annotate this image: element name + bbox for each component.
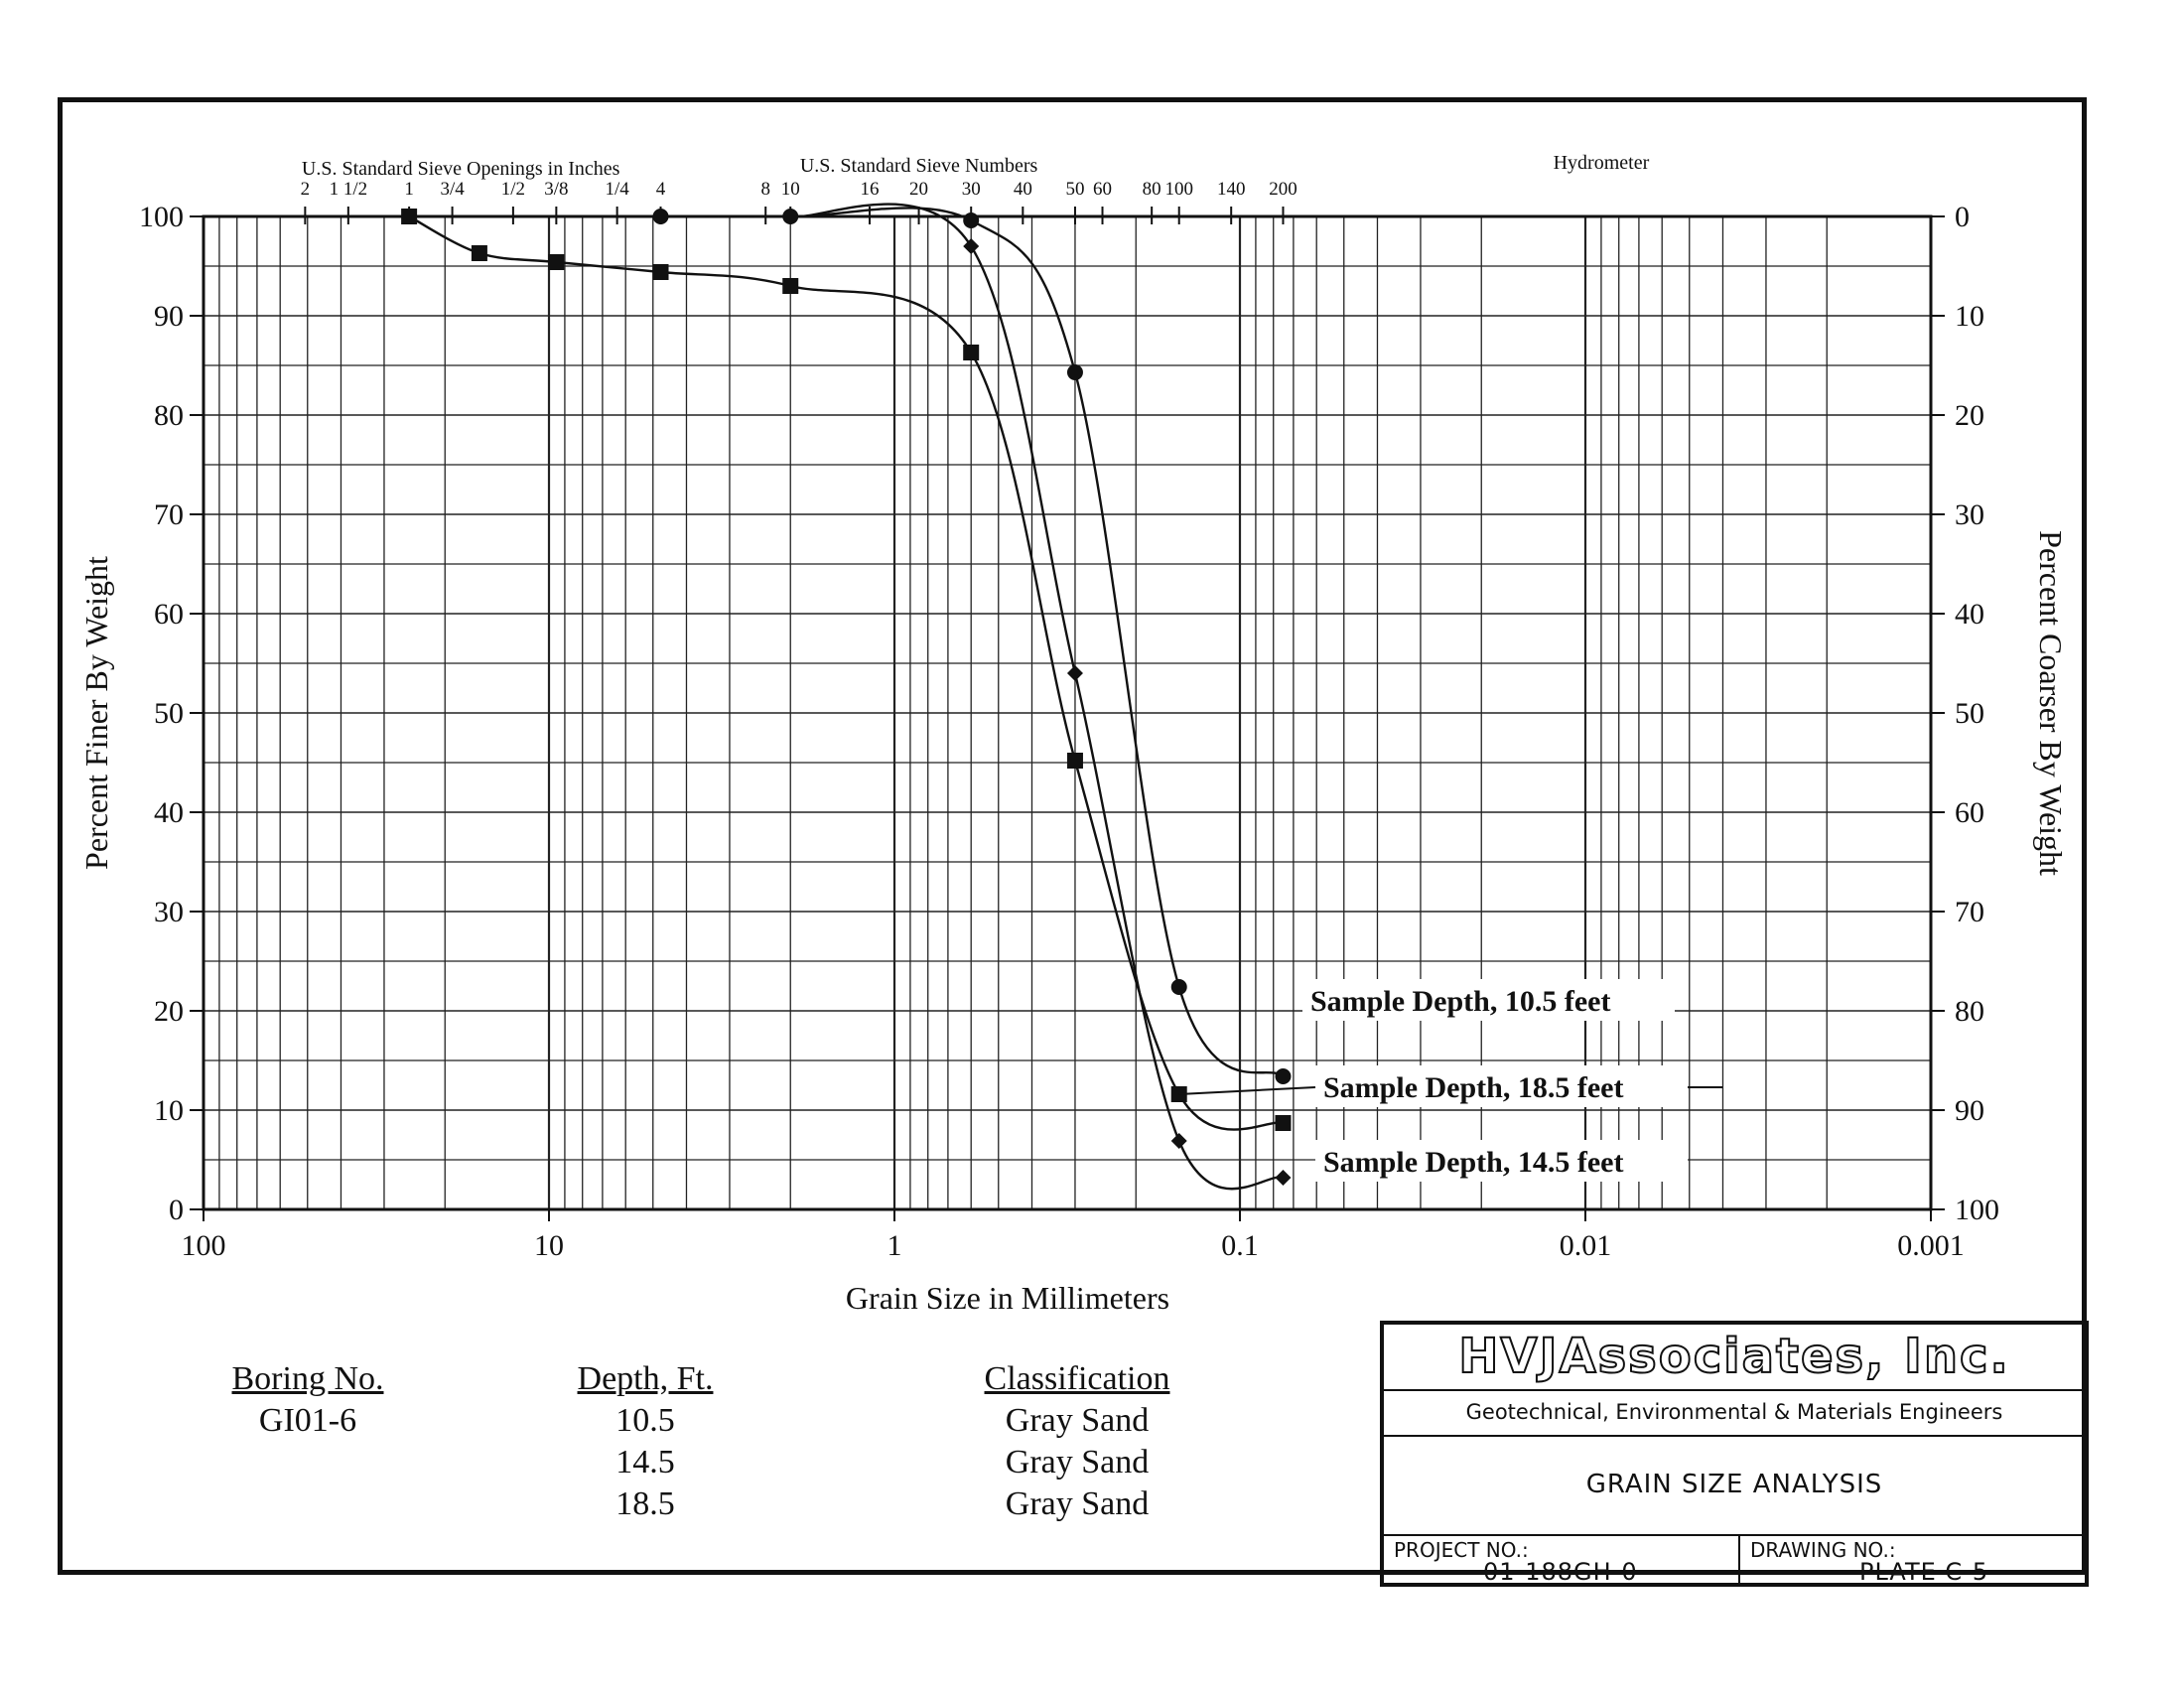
y-tick-label: 30 xyxy=(154,896,184,928)
boring-no-value: GI01-6 xyxy=(258,1402,357,1439)
depth-value-3: 18.5 xyxy=(615,1485,675,1522)
series-line-1 xyxy=(661,208,1284,1076)
sieve-label: 2 xyxy=(300,179,311,200)
data-point-diamond xyxy=(1171,1133,1187,1149)
data-point-circle xyxy=(653,209,669,224)
x-tick-label: 1 xyxy=(887,1229,902,1262)
drawing-title: GRAIN SIZE ANALYSIS xyxy=(1384,1435,2085,1536)
y2-tick-label: 70 xyxy=(1955,896,1984,928)
boring-no-header: Boring No. xyxy=(231,1360,384,1397)
data-point-circle xyxy=(963,212,979,228)
data-point-circle xyxy=(1275,1068,1291,1084)
y2-tick-label: 40 xyxy=(1955,598,1984,631)
classification-value-3: Gray Sand xyxy=(1005,1485,1150,1522)
data-point-square xyxy=(1067,753,1083,769)
company-logo xyxy=(1384,1325,2085,1391)
x-tick-label: 0.01 xyxy=(1559,1229,1612,1262)
project-number: 01-188GH-0 xyxy=(1483,1558,1638,1586)
data-point-square xyxy=(963,345,979,360)
classification-value-2: Gray Sand xyxy=(1005,1444,1150,1480)
data-point-diamond xyxy=(963,238,979,254)
y2-tick-label: 80 xyxy=(1955,995,1984,1028)
series-line-2 xyxy=(409,216,1283,1130)
leader-line xyxy=(1179,1087,1315,1094)
company-logo-hvj: HVJ xyxy=(1458,1329,1560,1384)
depth-header: Depth, Ft. xyxy=(577,1360,714,1397)
data-point-circle xyxy=(1171,979,1187,995)
y2-tick-label: 60 xyxy=(1955,796,1984,829)
x-tick-label: 100 xyxy=(181,1229,226,1262)
y-tick-label: 50 xyxy=(154,697,184,730)
data-point-circle xyxy=(1067,364,1083,380)
sieve-label: 8 xyxy=(760,179,770,200)
y2-tick-label: 10 xyxy=(1955,300,1984,333)
y-tick-label: 20 xyxy=(154,995,184,1028)
y-tick-label: 10 xyxy=(154,1094,184,1127)
sieve-label: 3/8 xyxy=(544,179,569,200)
data-point-square xyxy=(401,209,417,224)
x-tick-label: 0.001 xyxy=(1897,1229,1965,1262)
y2-tick-label: 90 xyxy=(1955,1094,1984,1127)
y2-tick-label: 0 xyxy=(1955,201,1970,233)
y2-tick-label: 30 xyxy=(1955,498,1984,531)
y-tick-label: 40 xyxy=(154,796,184,829)
company-subtitle: Geotechnical, Environmental & Materials Engineers xyxy=(1384,1389,2085,1437)
depth-value-1: 10.5 xyxy=(615,1402,675,1439)
y2-tick-label: 20 xyxy=(1955,399,1984,432)
sieve-label: 60 xyxy=(1093,179,1113,200)
classification-value-1: Gray Sand xyxy=(1005,1402,1150,1439)
sieve-label: 40 xyxy=(1013,179,1032,200)
y2-tick-label: 100 xyxy=(1955,1194,1999,1226)
depth-value-2: 14.5 xyxy=(615,1444,675,1480)
sieve-label: 140 xyxy=(1216,179,1246,200)
y-tick-label: 80 xyxy=(154,399,184,432)
project-cell xyxy=(1384,1534,1740,1587)
x-tick-label: 0.1 xyxy=(1221,1229,1259,1262)
data-point-diamond xyxy=(1067,665,1083,681)
sieve-label: 3/4 xyxy=(440,179,465,200)
drawing-cell xyxy=(1740,1534,2085,1587)
drawing-label: DRAWING NO.: xyxy=(1750,1538,1896,1562)
y-tick-label: 70 xyxy=(154,498,184,531)
classification-header: Classification xyxy=(984,1360,1170,1397)
data-point-square xyxy=(548,254,564,270)
sieve-inches-title: U.S. Standard Sieve Openings in Inches xyxy=(301,158,620,180)
data-point-diamond xyxy=(1275,1170,1291,1186)
sieve-label: 4 xyxy=(655,179,666,200)
sieve-label: 1/4 xyxy=(605,179,629,200)
y-tick-label: 100 xyxy=(139,201,184,233)
y-axis-title: Percent Finer By Weight xyxy=(78,556,114,870)
sieve-label: 100 xyxy=(1164,179,1193,200)
y-tick-label: 90 xyxy=(154,300,184,333)
sieve-label: 80 xyxy=(1142,179,1161,200)
data-point-square xyxy=(653,264,669,280)
data-point-square xyxy=(472,245,487,261)
series-label-2: Sample Depth, 18.5 feet xyxy=(1323,1071,1624,1104)
sieve-label: 1 xyxy=(404,179,414,200)
y2-tick-label: 50 xyxy=(1955,697,1984,730)
sieve-label: 1 1/2 xyxy=(329,179,368,200)
sieve-label: 30 xyxy=(961,179,981,200)
sieve-label: 20 xyxy=(909,179,929,200)
sieve-label: 10 xyxy=(780,179,800,200)
company-logo-name: Associates, Inc. xyxy=(1559,1329,2010,1384)
y-tick-label: 60 xyxy=(154,598,184,631)
series-label-1: Sample Depth, 10.5 feet xyxy=(1310,985,1611,1018)
x-axis-title: Grain Size in Millimeters xyxy=(845,1280,1170,1316)
data-point-square xyxy=(1275,1115,1291,1131)
project-label: PROJECT NO.: xyxy=(1394,1538,1529,1562)
sieve-label: 16 xyxy=(860,179,880,200)
hydrometer-title: Hydrometer xyxy=(1553,152,1650,174)
drawing-number: PLATE C-5 xyxy=(1859,1558,1989,1586)
sieve-label: 1/2 xyxy=(500,179,526,200)
title-block xyxy=(1380,1321,2089,1587)
sieve-label: 50 xyxy=(1065,179,1085,200)
sieve-numbers-title: U.S. Standard Sieve Numbers xyxy=(799,155,1038,177)
x-tick-label: 10 xyxy=(534,1229,564,1262)
sieve-label: 200 xyxy=(1269,179,1297,200)
series-label-3: Sample Depth, 14.5 feet xyxy=(1323,1146,1624,1179)
y2-axis-title: Percent Coarser By Weight xyxy=(2033,530,2069,876)
y-tick-label: 0 xyxy=(169,1194,184,1226)
series-line-3 xyxy=(790,205,1283,1190)
data-point-square xyxy=(782,278,798,294)
